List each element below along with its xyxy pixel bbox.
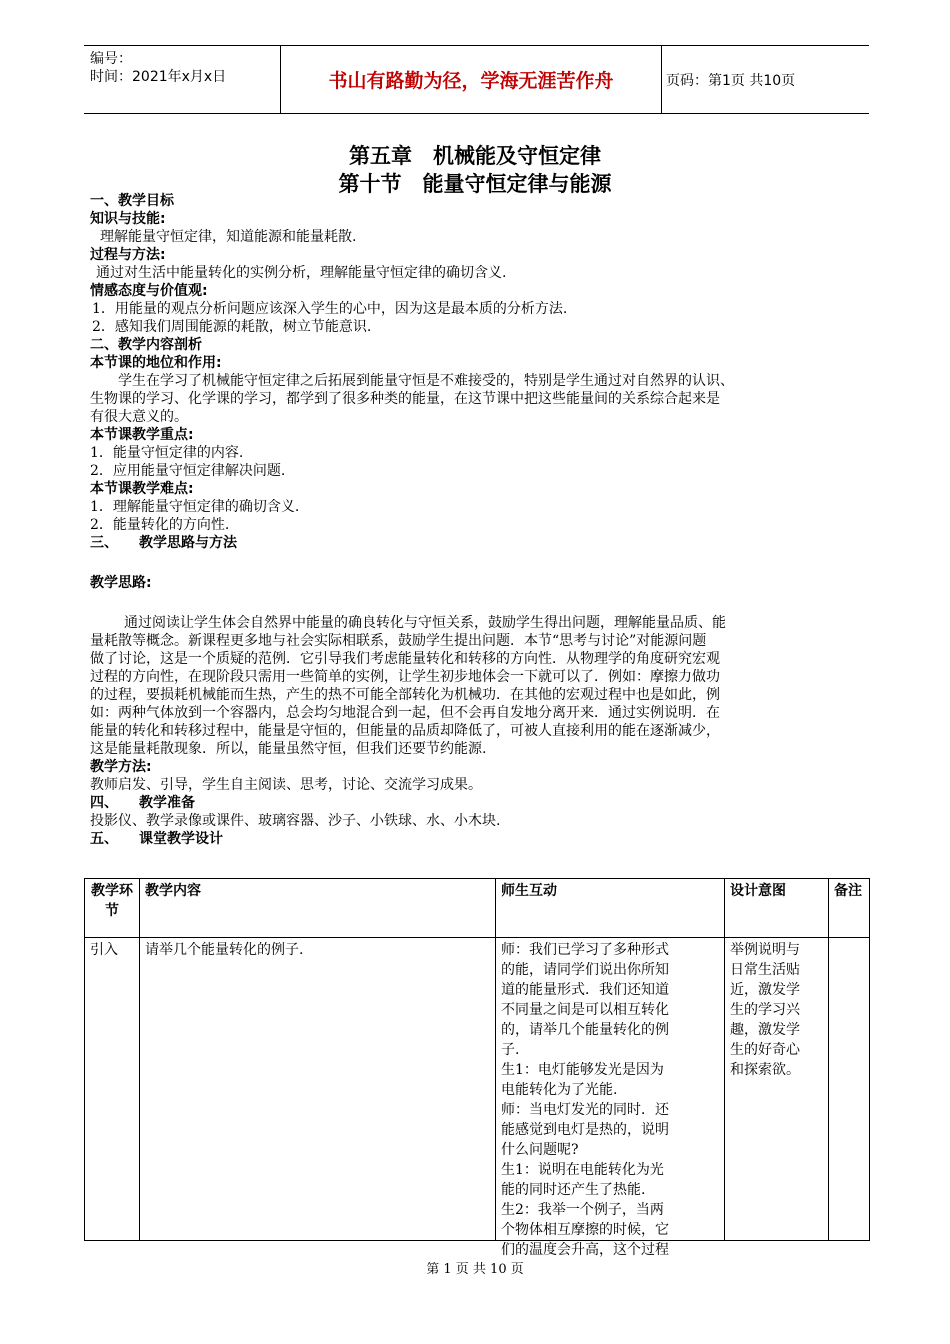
col-header-content: 教学内容 <box>140 879 496 938</box>
page-code: 页码：第1页 共10页 <box>666 73 796 89</box>
body-line: 2．应用能量守恒定律解决问题. <box>90 463 286 479</box>
col-header-intent: 设计意图 <box>725 879 829 938</box>
cell-content: 请举几个能量转化的例子. <box>140 938 496 1241</box>
interaction-line: 的，请举几个能量转化的例 <box>501 1022 669 1038</box>
interaction-line: 道的能量形式．我们还知道 <box>501 982 669 998</box>
col-header-stage: 教学环节 <box>85 879 140 938</box>
section-heading: 情感态度与价值观: <box>90 283 208 299</box>
intent-line: 日常生活贴 <box>730 962 800 978</box>
interaction-line: 子. <box>501 1042 520 1058</box>
body-line: 过程的方向性，在现阶段只需用一些简单的实例，让学生初步地体会一下就可以了．例如：摩擦力做功 <box>90 669 720 685</box>
section-heading: 三、 教学思路与方法 <box>90 535 237 551</box>
interaction-line: 生2：我举一个例子，当两 <box>501 1202 664 1218</box>
intent-line: 和探索欲。 <box>730 1062 800 1078</box>
lesson-design-table <box>84 878 870 1258</box>
section-heading: 知识与技能: <box>90 211 166 227</box>
section-heading: 教学方法: <box>90 759 152 775</box>
header-meta-cell <box>84 46 281 113</box>
interaction-line: 生1：说明在电能转化为光 <box>501 1162 664 1178</box>
col-header-interaction: 师生互动 <box>496 879 725 938</box>
intent-line: 生的学习兴 <box>730 1002 800 1018</box>
body-line: 通过对生活中能量转化的实例分析，理解能量守恒定律的确切含义. <box>96 265 507 281</box>
body-line: 教师启发、引导，学生自主阅读、思考，讨论、交流学习成果。 <box>90 777 482 793</box>
body-line: 学生在学习了机械能守恒定律之后拓展到能量守恒是不难接受的，特别是学生通过对自然界的认识、 <box>118 373 734 389</box>
body-line: 量耗散等概念。新课程更多地与社会实际相联系，鼓励学生提出问题．本节“思考与讨论”对能源问题 <box>90 633 707 649</box>
interaction-line: 个物体相互摩擦的时候，它 <box>501 1222 669 1238</box>
section-heading: 本节课教学难点: <box>90 481 194 497</box>
interaction-line: 能感觉到电灯是热的，说明 <box>501 1122 669 1138</box>
body-line: 理解能量守恒定律，知道能源和能量耗散. <box>100 229 357 245</box>
body-line: 通过阅读让学生体会自然界中能量的确良转化与守恒关系，鼓励学生得出问题，理解能量品质、能 <box>124 615 726 631</box>
cell-intent <box>725 938 829 1241</box>
section-heading: 一、教学目标 <box>90 193 174 209</box>
interaction-line: 的能，请同学们说出你所知 <box>501 962 669 978</box>
interaction-line: 不同量之间是可以相互转化 <box>501 1002 669 1018</box>
body-line: 能量的转化和转移过程中，能量是守恒的，但能量的品质却降低了，可被人直接利用的能在逐渐减少， <box>90 723 720 739</box>
section-heading: 五、 课堂教学设计 <box>90 831 223 847</box>
intent-line: 生的好奇心 <box>730 1042 800 1058</box>
section-heading: 本节课教学重点: <box>90 427 194 443</box>
interaction-line: 能的同时还产生了热能. <box>501 1182 646 1198</box>
table-row <box>85 938 870 1241</box>
body-line: 投影仪、教学录像或课件、玻璃容器、沙子、小铁球、水、小木块. <box>90 813 501 829</box>
intent-line: 趣，激发学 <box>730 1022 800 1038</box>
body-line: 2．感知我们周围能源的耗散，树立节能意识. <box>92 319 372 335</box>
number-label: 编号： <box>90 51 132 67</box>
section-heading: 二、教学内容剖析 <box>90 337 202 353</box>
section-heading: 教学思路: <box>90 575 152 591</box>
interaction-line: 生1：电灯能够发光是因为 <box>501 1062 664 1078</box>
body-line: 这是能量耗散现象．所以，能量虽然守恒，但我们还要节约能源. <box>90 741 487 757</box>
page-footer: 第 1 页 共 10 页 <box>426 1262 524 1277</box>
body-line: 有很大意义的。 <box>90 409 188 425</box>
body-line: 1．理解能量守恒定律的确切含义. <box>90 499 300 515</box>
body-line: 1．能量守恒定律的内容. <box>90 445 244 461</box>
body-line: 的过程，要损耗机械能而生热，产生的热不可能全部转化为机械功．在其他的宏观过程中也是如此，例 <box>90 687 720 703</box>
section-heading: 四、 教学准备 <box>90 795 195 811</box>
header-page-cell <box>662 46 869 113</box>
body-line: 如：两种气体放到一个容器内，总会均匀地混合到一起，但不会再自发地分离开来．通过实例说明．在 <box>90 705 720 721</box>
body-line: 生物课的学习、化学课的学习，都学到了很多种类的能量，在这节课中把这些能量间的关系综合起来是 <box>90 391 720 407</box>
cell-interaction <box>496 938 725 1258</box>
interaction-line: 电能转化为了光能. <box>501 1082 618 1098</box>
chapter-title: 第五章 机械能及守恒定律 <box>349 144 601 168</box>
header-motto-cell <box>281 46 662 113</box>
body-line: 1．用能量的观点分析问题应该深入学生的心中，因为这是最本质的分析方法. <box>92 301 568 317</box>
time-label: 时间：2021年x月x日 <box>90 69 227 85</box>
cell-note <box>829 938 870 1241</box>
section-heading: 过程与方法: <box>90 247 166 263</box>
body-line: 2．能量转化的方向性. <box>90 517 230 533</box>
intent-line: 举例说明与 <box>730 942 800 958</box>
interaction-line: 们的温度会升高，这个过程 <box>501 1242 669 1258</box>
page-header <box>84 45 869 114</box>
section-heading: 本节课的地位和作用: <box>90 355 222 371</box>
interaction-line: 师：当电灯发光的同时．还 <box>501 1102 669 1118</box>
interaction-line: 师：我们已学习了多种形式 <box>501 942 669 958</box>
cell-stage: 引入 <box>85 938 140 1241</box>
section-title: 第十节 能量守恒定律与能源 <box>338 172 612 196</box>
interaction-line: 什么问题呢? <box>501 1142 579 1158</box>
body-line: 做了讨论，这是一个质疑的范例．它引导我们考虑能量转化和转移的方向性．从物理学的角度研究宏观 <box>90 651 720 667</box>
table-header-row <box>85 879 870 938</box>
motto: 书山有路勤为径，学海无涯苦作舟 <box>328 70 614 92</box>
intent-line: 近，激发学 <box>730 982 800 998</box>
col-header-note: 备注 <box>829 879 870 938</box>
